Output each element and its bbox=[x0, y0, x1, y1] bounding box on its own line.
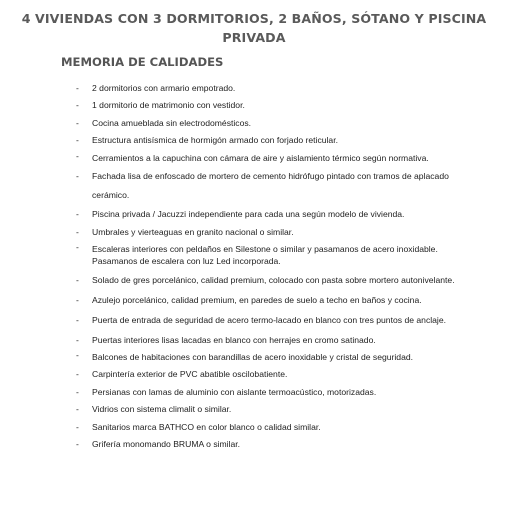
list-item-text: Persianas con lamas de aluminio con aislante termoacústico, motorizadas. bbox=[92, 386, 377, 397]
list-item bbox=[0, 97, 508, 113]
list-item bbox=[0, 401, 508, 417]
list-item bbox=[0, 115, 508, 131]
list-item bbox=[0, 436, 508, 452]
list-item-text: Solado de gres porcelánico, calidad premium, colocado con pasta sobre mortero autonivelante. bbox=[92, 274, 455, 285]
list-item bbox=[0, 384, 508, 400]
list-item-text: Vidrios con sistema climalit o similar. bbox=[92, 404, 232, 415]
list-item bbox=[0, 167, 508, 205]
bullet-dash: - bbox=[76, 170, 79, 181]
bullet-dash: - bbox=[76, 83, 79, 93]
list-item bbox=[0, 150, 508, 166]
list-item-text: Estructura antisísmica de hormigón armado con forjado reticular. bbox=[92, 135, 338, 146]
bullet-dash: - bbox=[76, 421, 79, 432]
section-heading: MEMORIA DE CALIDADES bbox=[61, 55, 224, 69]
list-item bbox=[0, 80, 508, 96]
bullet-dash: - bbox=[76, 294, 79, 305]
document-title: 4 VIVIENDAS CON 3 DORMITORIOS, 2 BAÑOS, SÓTANO Y PISCINA PRIVADA bbox=[21, 11, 487, 45]
list-item bbox=[0, 349, 508, 365]
bullet-dash: - bbox=[76, 386, 79, 397]
bullet-dash: - bbox=[76, 334, 79, 345]
list-item bbox=[0, 366, 508, 382]
bullet-dash: - bbox=[76, 369, 79, 380]
bullet-dash: - bbox=[76, 226, 79, 237]
bullet-dash: - bbox=[76, 439, 79, 450]
list-item-text: Azulejo porcelánico, calidad premium, en paredes de suelo a techo en baños y cocina. bbox=[92, 294, 422, 305]
bullet-dash: - bbox=[76, 100, 79, 111]
list-item-text: Puertas interiores lisas lacadas en blanco con herrajes en cromo satinado. bbox=[92, 334, 376, 345]
list-item-text: Cocina amueblada sin electrodomésticos. bbox=[92, 117, 252, 128]
list-item-text: Piscina privada / Jacuzzi independiente para cada una según modelo de vivienda. bbox=[92, 209, 405, 220]
list-item-text: Balcones de habitaciones con barandillas de acero inoxidable y cristal de seguridad. bbox=[92, 352, 414, 363]
list-item bbox=[0, 224, 508, 240]
list-item-text: Sanitarios marca BATHCO en color blanco o calidad similar. bbox=[92, 421, 321, 432]
list-item-text: Fachada lisa de enfoscado de mortero de cemento hidrófugo pintado con tramos de aplacado cerámico. bbox=[92, 170, 449, 200]
list-item bbox=[0, 419, 508, 435]
bullet-dash: - bbox=[76, 242, 79, 253]
list-item-text: 1 dormitorio de matrimonio con vestidor. bbox=[92, 100, 245, 111]
list-item-text: Umbrales y vierteaguas en granito nacional o similar. bbox=[92, 226, 294, 237]
list-item bbox=[0, 332, 508, 348]
list-item-text: Grifería monomando BRUMA o similar. bbox=[92, 439, 241, 450]
list-item bbox=[0, 291, 508, 310]
bullet-dash: - bbox=[76, 209, 79, 220]
list-item bbox=[0, 206, 508, 222]
bullet-dash: - bbox=[76, 135, 79, 146]
bullet-dash: - bbox=[76, 117, 79, 128]
list-item-text: Cerramientos a la capuchina con cámara de aire y aislamiento térmico según normativa. bbox=[92, 152, 429, 163]
bullet-dash: - bbox=[76, 404, 79, 415]
bullet-dash: - bbox=[76, 350, 79, 361]
bullet-dash: - bbox=[76, 274, 79, 285]
list-item bbox=[0, 271, 508, 290]
list-item bbox=[0, 241, 508, 269]
list-item-text: Puerta de entrada de seguridad de acero termo-lacado en blanco con tres puntos de anclaje. bbox=[92, 315, 447, 326]
list-item-text: 2 dormitorios con armario empotrado. bbox=[92, 83, 236, 93]
bullet-dash: - bbox=[76, 150, 79, 161]
list-item-text: Escaleras interiores con peldaños en Silestone o similar y pasamanos de acero inoxidable. Pasamanos de escalera con luz Led incorporada. bbox=[92, 244, 438, 267]
list-item-text: Carpintería exterior de PVC abatible oscilobatiente. bbox=[92, 369, 288, 380]
qualities-list bbox=[0, 80, 508, 453]
list-item bbox=[0, 132, 508, 148]
bullet-dash: - bbox=[76, 315, 79, 326]
list-item bbox=[0, 311, 508, 330]
